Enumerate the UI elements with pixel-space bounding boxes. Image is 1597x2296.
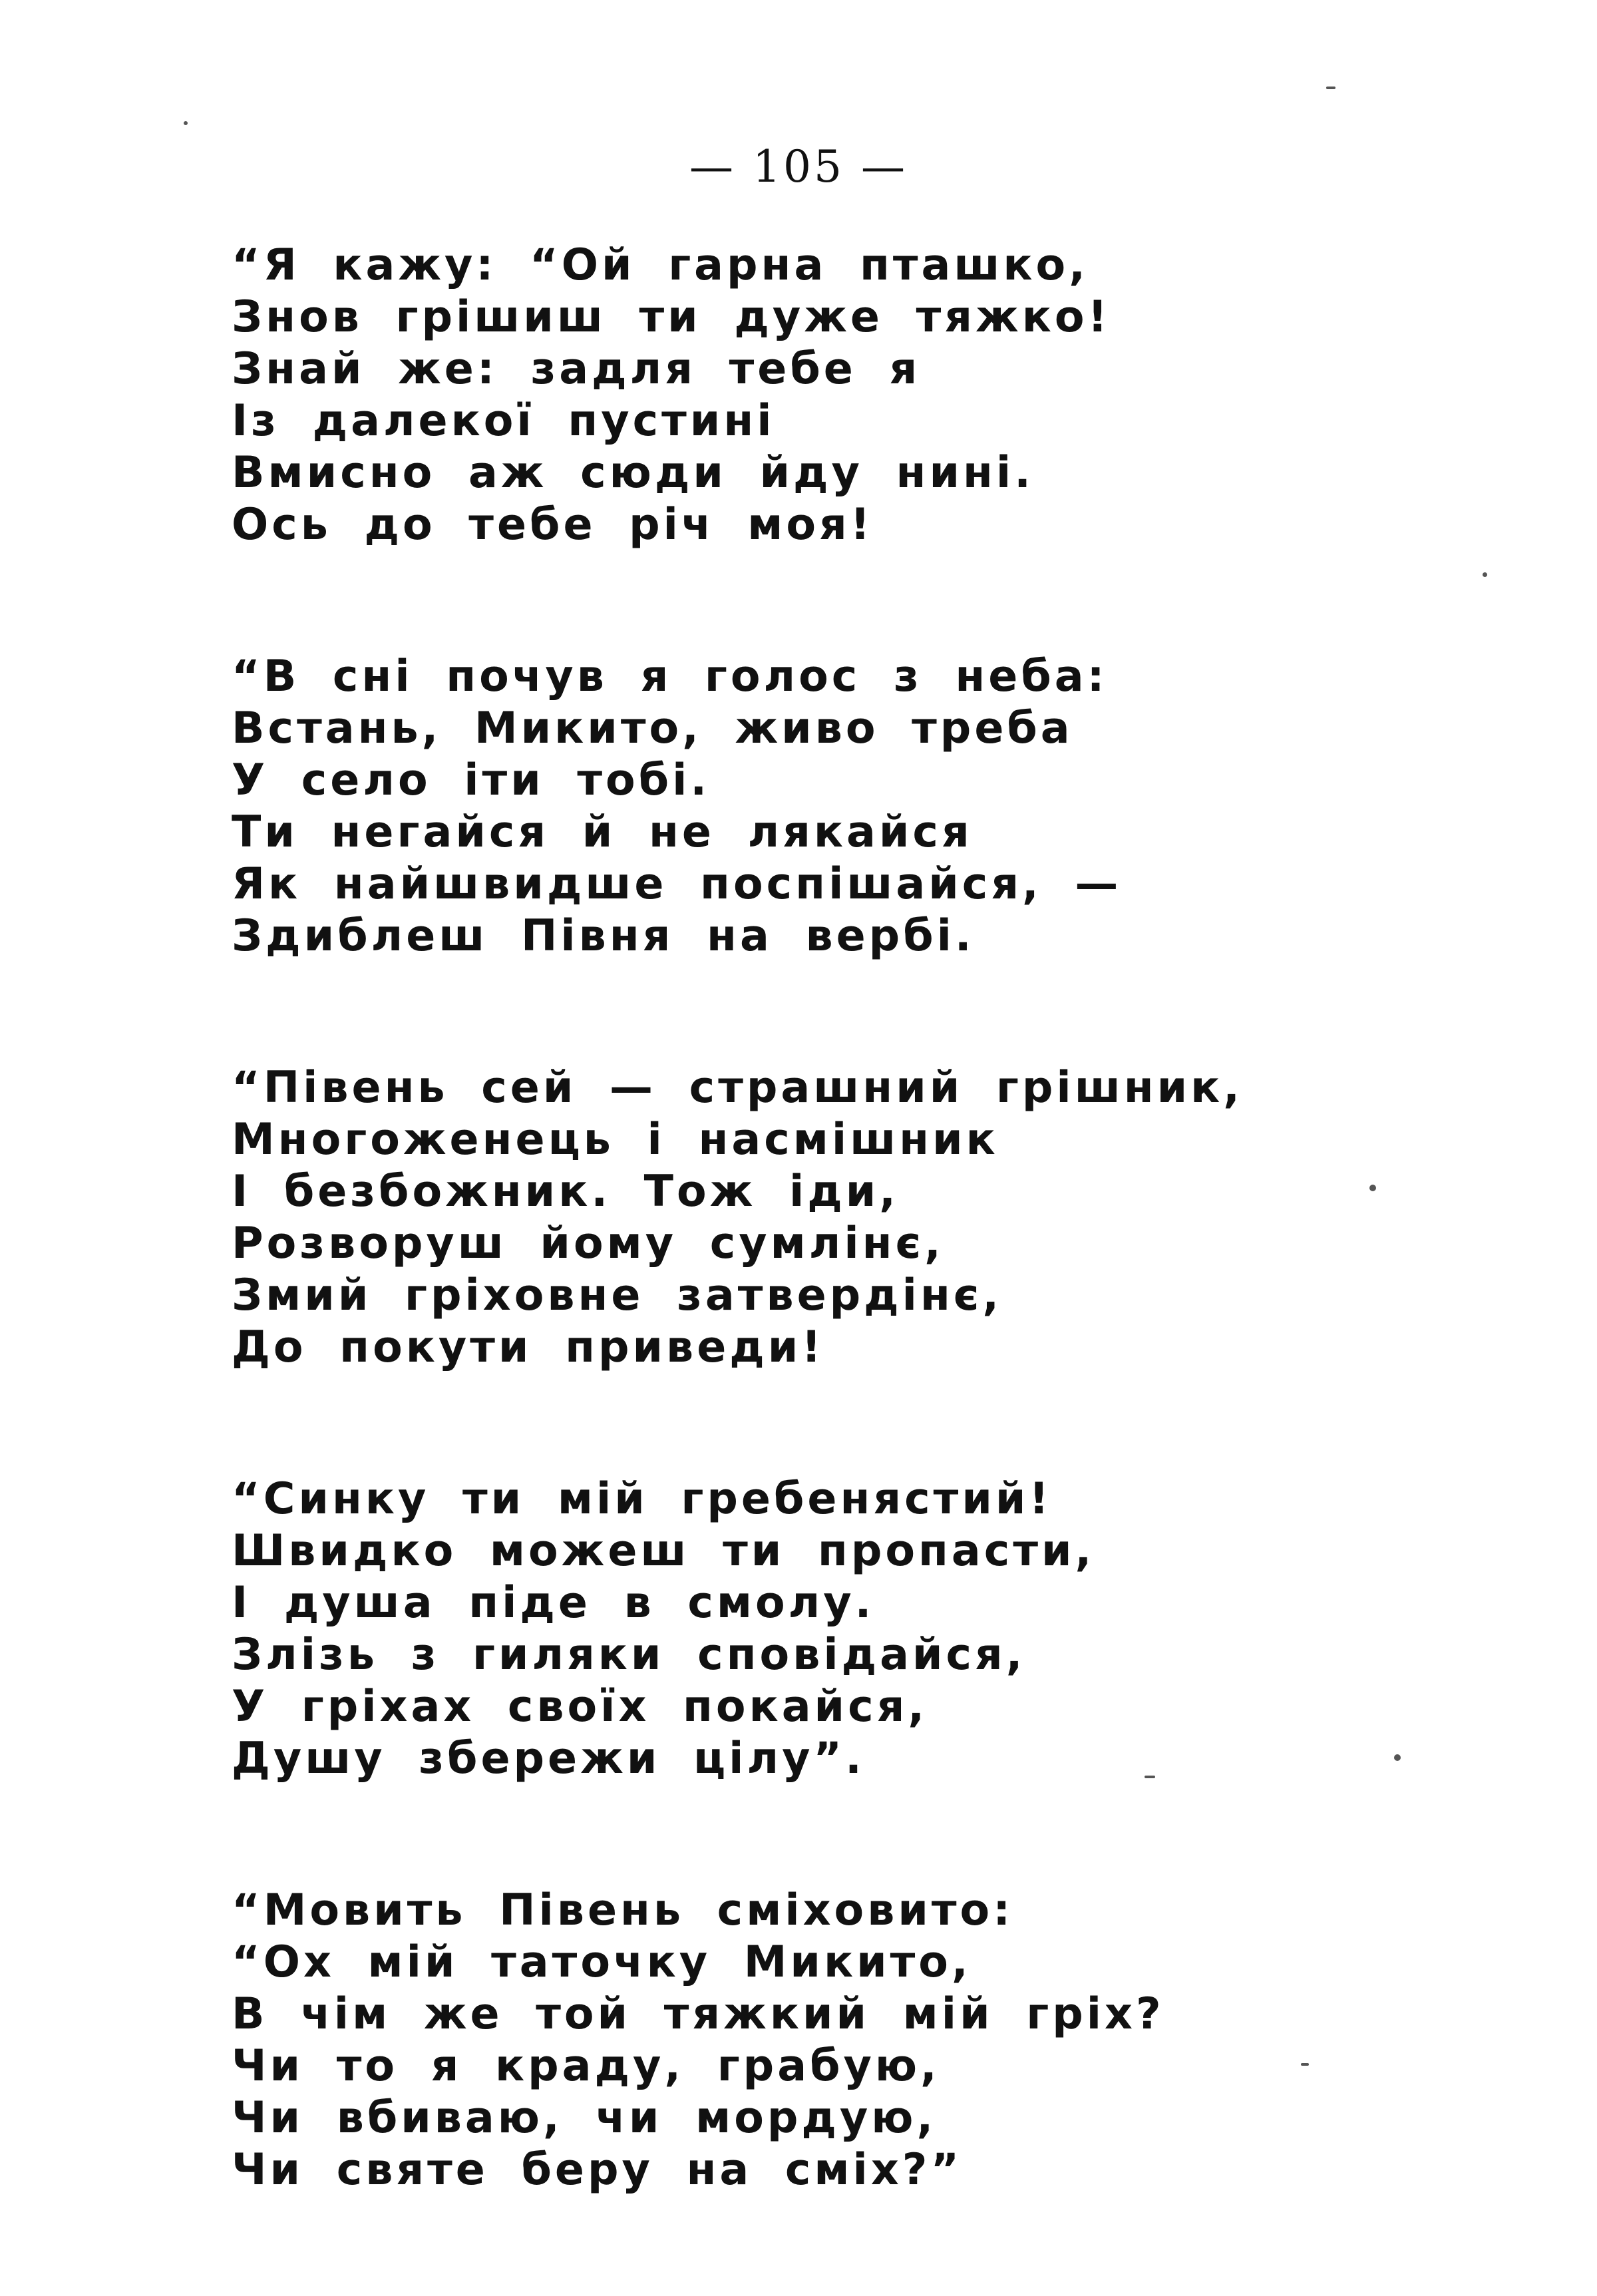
poem [232,240,1363,2296]
scan-speck [1326,87,1335,89]
poem-line: Знай же: задля тебе я [232,344,921,394]
poem-line: Як найшвидше поспішайся, — [232,859,1122,909]
poem-line: Розворуш йому сумлінє, [232,1219,944,1268]
poem-line: “Я кажу: “Ой гарна пташко, [232,240,1089,290]
poem-line: “Синку ти мій гребенястий! [232,1474,1053,1524]
stanza-3 [232,1062,1363,1374]
poem-line: Ось до тебе річ моя! [232,500,874,550]
poem-line: Душу збережи цілу”. [232,1734,865,1784]
page-number: — 105 — [689,141,908,192]
poem-line: В чім же той тяжкий мій гріх? [232,1989,1164,2039]
poem-line: Із далекої пустині [232,396,775,446]
poem-line: “Мовить Півень сміховито: [232,1885,1014,1935]
poem-line: Чи то я краду, грабую, [232,2041,940,2091]
stanza-2 [232,651,1363,962]
poem-line: Чи вбиваю, чи мордую, [232,2093,937,2143]
poem-line: Чи святе беру на сміх?” [232,2145,963,2195]
scan-speck [1145,1776,1155,1778]
stanza-5 [232,1885,1363,2196]
poem-line: “В сні почув я голос з неба: [232,652,1108,701]
poem-line: У гріхах своїх покайся, [232,1682,928,1732]
scan-speck [1483,572,1487,577]
poem-line: “Ох мій таточку Микито, [232,1937,972,1987]
stanza-4 [232,1473,1363,1785]
poem-line: Знов грішиш ти дуже тяжко! [232,292,1111,342]
poem-line: Змий гріховне затвердінє, [232,1270,1003,1320]
poem-line: Швидко можеш ти пропасти, [232,1526,1095,1576]
poem-line: І душа піде в смолу. [232,1578,875,1628]
scan-speck [1301,2063,1309,2066]
scan-speck [1369,1185,1376,1191]
scan-speck [184,121,188,125]
poem-line: Ти негайся й не лякайся [232,807,973,857]
poem-line: І безбожник. Тож іди, [232,1167,899,1217]
poem-line: Многоженець і насмішник [232,1115,999,1165]
poem-line: Злізь з гиляки сповідайся, [232,1630,1026,1680]
poem-line: Встань, Микито, живо треба [232,703,1073,753]
poem-line: У село іти тобі. [232,755,711,805]
stanza-1 [232,240,1363,551]
poem-line: “Півень сей — страшний грішник, [232,1063,1243,1113]
poem-line: Здиблеш Півня на вербі. [232,911,975,961]
scan-speck [1394,1754,1401,1761]
poem-line: До покути приведи! [232,1322,824,1372]
poem-line: Вмисно аж сюди йду нині. [232,448,1034,498]
